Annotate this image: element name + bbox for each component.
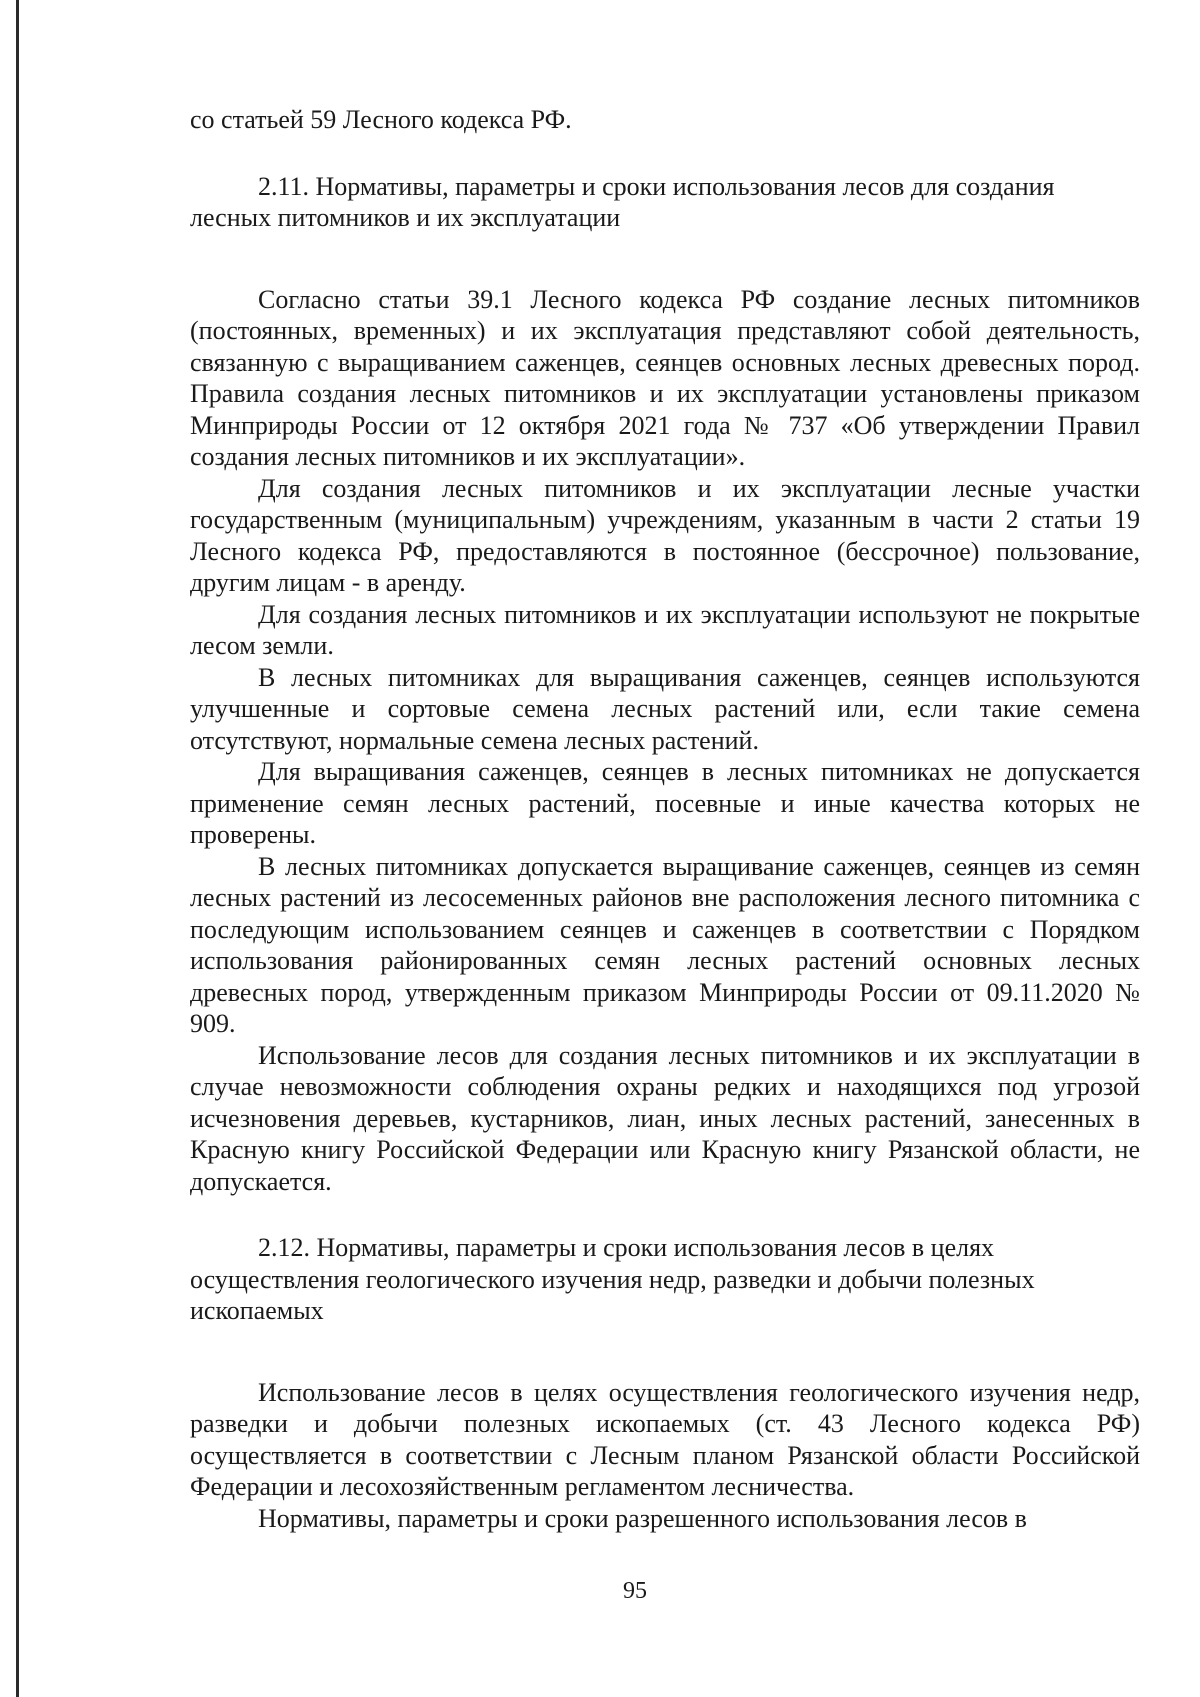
section-2-12-heading: 2.12. Нормативы, параметры и сроки использования лесов в целях осуществления геологического изучения недр, разведки и добычи полезных ископаемых xyxy=(190,1233,1035,1325)
section-2-11-paragraph: Для создания лесных питомников и их эксплуатации лесные участки государственным (муниципальным) учреждениям, указанным в части 2 статьи 19 Лесного кодекса РФ, предоставляются в постоянное (бессрочное) пользование, другим лицам - в аренду. xyxy=(190,473,1140,597)
intro-line: со статьей 59 Лесного кодекса РФ. xyxy=(190,105,572,134)
document-page xyxy=(190,104,1140,1534)
section-2-11-paragraph: В лесных питомниках для выращивания саженцев, сеянцев используются улучшенные и сортовые семена лесных растений или, если такие семена отсутствуют, нормальные семена лесных растений. xyxy=(190,662,1140,755)
section-2-11-heading: 2.11. Нормативы, параметры и сроки использования лесов для создания лесных питомников и их эксплуатации xyxy=(190,171,1055,232)
page-number: 95 xyxy=(623,1578,647,1604)
section-2-11-paragraph: В лесных питомниках допускается выращивание саженцев, сеянцев из семян лесных растений из лесосеменных районов вне расположения лесного питомника с последующим использованием сеянцев и саженцев в соответствии с Порядком использования районированных семян лесных растений основных лесных древесных пород, утвержденным приказом Минприроды России от 09.11.2020 № 909. xyxy=(190,851,1140,1038)
scan-edge-line xyxy=(16,0,19,1697)
section-2-12-paragraph: Нормативы, параметры и сроки разрешенного использования лесов в xyxy=(258,1503,1027,1533)
section-2-11-paragraph: Согласно статьи 39.1 Лесного кодекса РФ создание лесных питомников (постоянных, временных) и их эксплуатация представляют собой деятельность, связанную с выращиванием саженцев, сеянцев основных лесных древесных пород. Правила создания лесных питомников и их эксплуатации установлены приказом Минприроды России от 12 октября 2021 года № 737 «Об утверждении Правил создания лесных питомников и их эксплуатации». xyxy=(190,284,1140,471)
section-2-12-paragraph: Использование лесов в целях осуществления геологического изучения недр, разведки и добычи полезных ископаемых (ст. 43 Лесного кодекса РФ) осуществляется в соответствии с Лесным планом Рязанской области Российской Федерации и лесохозяйственным регламентом лесничества. xyxy=(190,1377,1140,1501)
section-2-11-paragraph: Использование лесов для создания лесных питомников и их эксплуатации в случае невозможности соблюдения охраны редких и находящихся под угрозой исчезновения деревьев, кустарников, лиан, иных лесных растений, занесенных в Красную книгу Российской Федерации или Красную книгу Рязанской области, не допускается. xyxy=(190,1040,1140,1196)
section-2-11-paragraph: Для выращивания саженцев, сеянцев в лесных питомниках не допускается применение семян лесных растений, посевные и иные качества которых не проверены. xyxy=(190,757,1140,849)
section-2-11-paragraph: Для создания лесных питомников и их эксплуатации используют не покрытые лесом земли. xyxy=(190,599,1140,660)
